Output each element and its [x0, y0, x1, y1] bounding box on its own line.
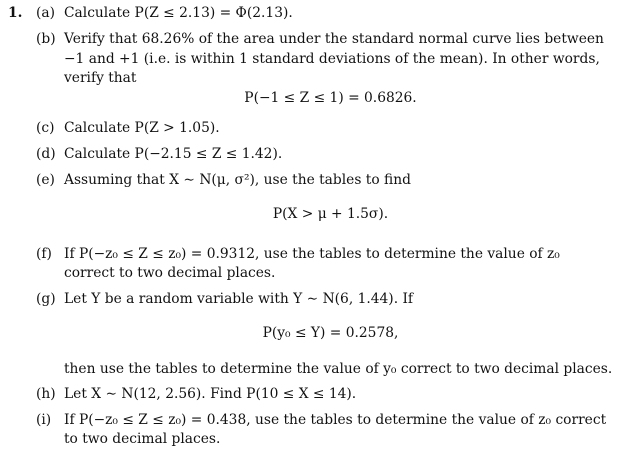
part-b-display: P(−1 ≤ Z ≤ 1) = 0.6826. — [244, 90, 417, 106]
part-i-label: (i) — [36, 412, 52, 428]
part-h-label: (h) — [36, 386, 56, 402]
part-e-display: P(X > μ + 1.5σ). — [272, 206, 389, 222]
part-d-label: (d) — [36, 146, 56, 162]
part-f-line1: If P(−z₀ ≤ Z ≤ z₀) = 0.9312, use the tables to determine the value of z₀ — [64, 246, 560, 262]
part-b-line1: Verify that 68.26% of the area under the standard normal curve lies between — [64, 31, 604, 47]
part-a-label: (a) — [36, 5, 55, 21]
part-g-text: Let Y be a random variable with Y ∼ N(6, 1.44). If — [64, 291, 414, 307]
part-e-label: (e) — [36, 172, 55, 188]
problem-number: 1. — [8, 5, 23, 21]
part-g-after: then use the tables to determine the value of y₀ correct to two decimal places. — [64, 361, 613, 377]
part-g-label: (g) — [36, 291, 56, 307]
part-b-line2: −1 and +1 (i.e. is within 1 standard deviations of the mean). In other words, — [64, 51, 600, 67]
part-h-text: Let X ∼ N(12, 2.56). Find P(10 ≤ X ≤ 14). — [64, 386, 357, 402]
part-c-label: (c) — [36, 120, 55, 136]
part-i-line2: to two decimal places. — [64, 431, 221, 447]
part-b-label: (b) — [36, 31, 56, 47]
part-b-line3: verify that — [64, 70, 137, 86]
part-i-line1: If P(−z₀ ≤ Z ≤ z₀) = 0.438, use the tables to determine the value of z₀ correct — [64, 412, 607, 428]
part-a-text: Calculate P(Z ≤ 2.13) = Φ(2.13). — [64, 5, 293, 21]
part-g-display: P(y₀ ≤ Y) = 0.2578, — [262, 325, 399, 341]
part-e-text: Assuming that X ∼ N(μ, σ²), use the tables to find — [64, 172, 411, 188]
part-c-text: Calculate P(Z > 1.05). — [64, 120, 220, 136]
part-f-label: (f) — [36, 246, 52, 262]
part-f-line2: correct to two decimal places. — [64, 265, 276, 281]
part-d-text: Calculate P(−2.15 ≤ Z ≤ 1.42). — [64, 146, 283, 162]
